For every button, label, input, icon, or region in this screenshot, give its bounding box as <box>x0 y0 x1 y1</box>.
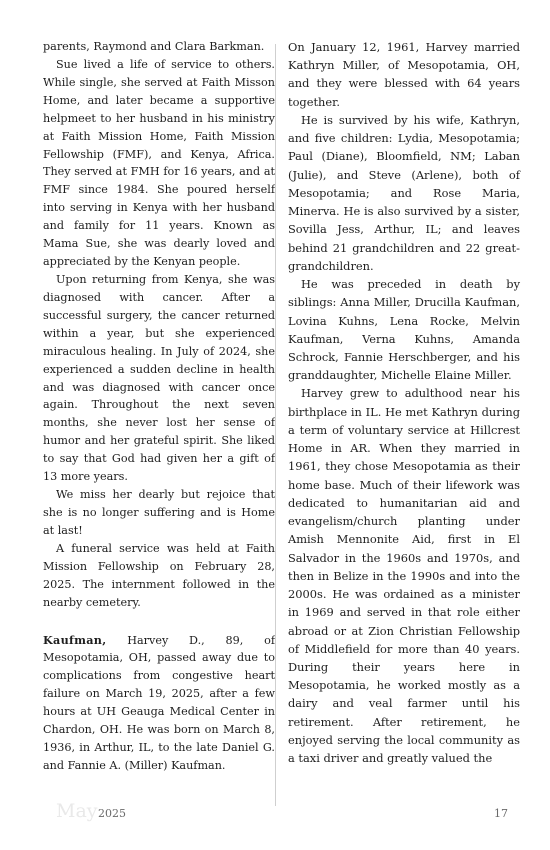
paragraph: Sue lived a life of service to others. While single, she served at Faith Misson Home, and later became a supportive helpmeet to her husband in his ministry at Faith Mission Home, Faith Mission Fellowship (FMF), and Kenya, Africa. They served at FMH for 16 years, and at FMF since 1984. She poured herself into serving in Kenya with her husband and family for 11 years. Known as Mama Sue, she was dearly loved and appreciated by the Kenyan people. <box>43 57 275 269</box>
left-column <box>43 38 275 775</box>
paragraph: parents, Raymond and Clara Barkman. <box>43 40 265 53</box>
column-divider <box>275 44 276 806</box>
obituary-text: Harvey D., 89, of Mesopotamia, OH, passed away due to complications from congestive heart failure on March 19, 2025, after a few hours at UH Geauga Medical Center in Chardon, OH. He was born on March 8, 1936, in Arthur, IL, to the late Daniel G. and Fannie A. (Miller) Kaufman. <box>43 633 275 772</box>
right-column <box>288 38 520 767</box>
paragraph: On January 12, 1961, Harvey married Kathryn Miller, of Mesopotamia, OH, and they were blessed with 64 years together. <box>288 40 520 109</box>
paragraph: Upon returning from Kenya, she was diagnosed with cancer. After a successful surgery, the cancer returned within a year, but she experienced miraculous healing. In July of 2024, she experienced a sudden decline in health and was diagnosed with cancer once again. Throughout the next seven months, she never lost her sense of humor and her grateful spirit. She liked to say that God had given her a gift of 13 more years. <box>43 272 275 484</box>
obituary-kaufman <box>43 632 275 775</box>
footer-year: 2025 <box>98 807 126 820</box>
obituary-name: Kaufman, <box>43 632 107 647</box>
footer-month: May <box>56 800 98 822</box>
page-number: 17 <box>494 807 508 820</box>
paragraph: A funeral service was held at Faith Mission Fellowship on February 28, 2025. The internment followed in the nearby cemetery. <box>43 541 275 609</box>
paragraph: Harvey grew to adulthood near his birthplace in IL. He met Kathryn during a term of voluntary service at Hillcrest Home in AR. When they married in 1961, they chose Mesopotamia as their home base. Much of their lifework was dedicated to humanitarian aid and evangelism/church planting under Amish Mennonite Aid, first in El Salvador in the 1960s and 1970s, and then in Belize in the 1990s and into the 2000s. He was ordained as a minister in 1969 and served in that role either abroad or at Zion Christian Fellowship of Middlefield for more than 40 years. During their years here in Mesopotamia, he worked mostly as a dairy and veal farmer until his retirement. After retirement, he enjoyed serving the local community as a taxi driver and greatly valued the <box>288 386 520 766</box>
paragraph: He is survived by his wife, Kathryn, and five children: Lydia, Mesopotamia; Paul (Diane), Bloomfield, NM; Laban (Julie), and Steve (Arlene), both of Mesopotamia; and Rose Maria, Minerva. He is also survived by a sister, Sovilla Jess, Arthur, IL; and leaves behind 21 grandchildren and 22 great-grandchildren. <box>288 112 520 273</box>
paragraph: We miss her dearly but rejoice that she is no longer suffering and is Home at last! <box>43 488 275 537</box>
paragraph: He was preceded in death by siblings: Anna Miller, Drucilla Kaufman, Lovina Kuhns, Lena Rocke, Melvin Kaufman, Verna Kuhns, Amanda Schrock, Fannie Herschberger, and his granddaughter, Michelle Elaine Miller. <box>288 277 520 383</box>
page-footer <box>0 800 550 840</box>
